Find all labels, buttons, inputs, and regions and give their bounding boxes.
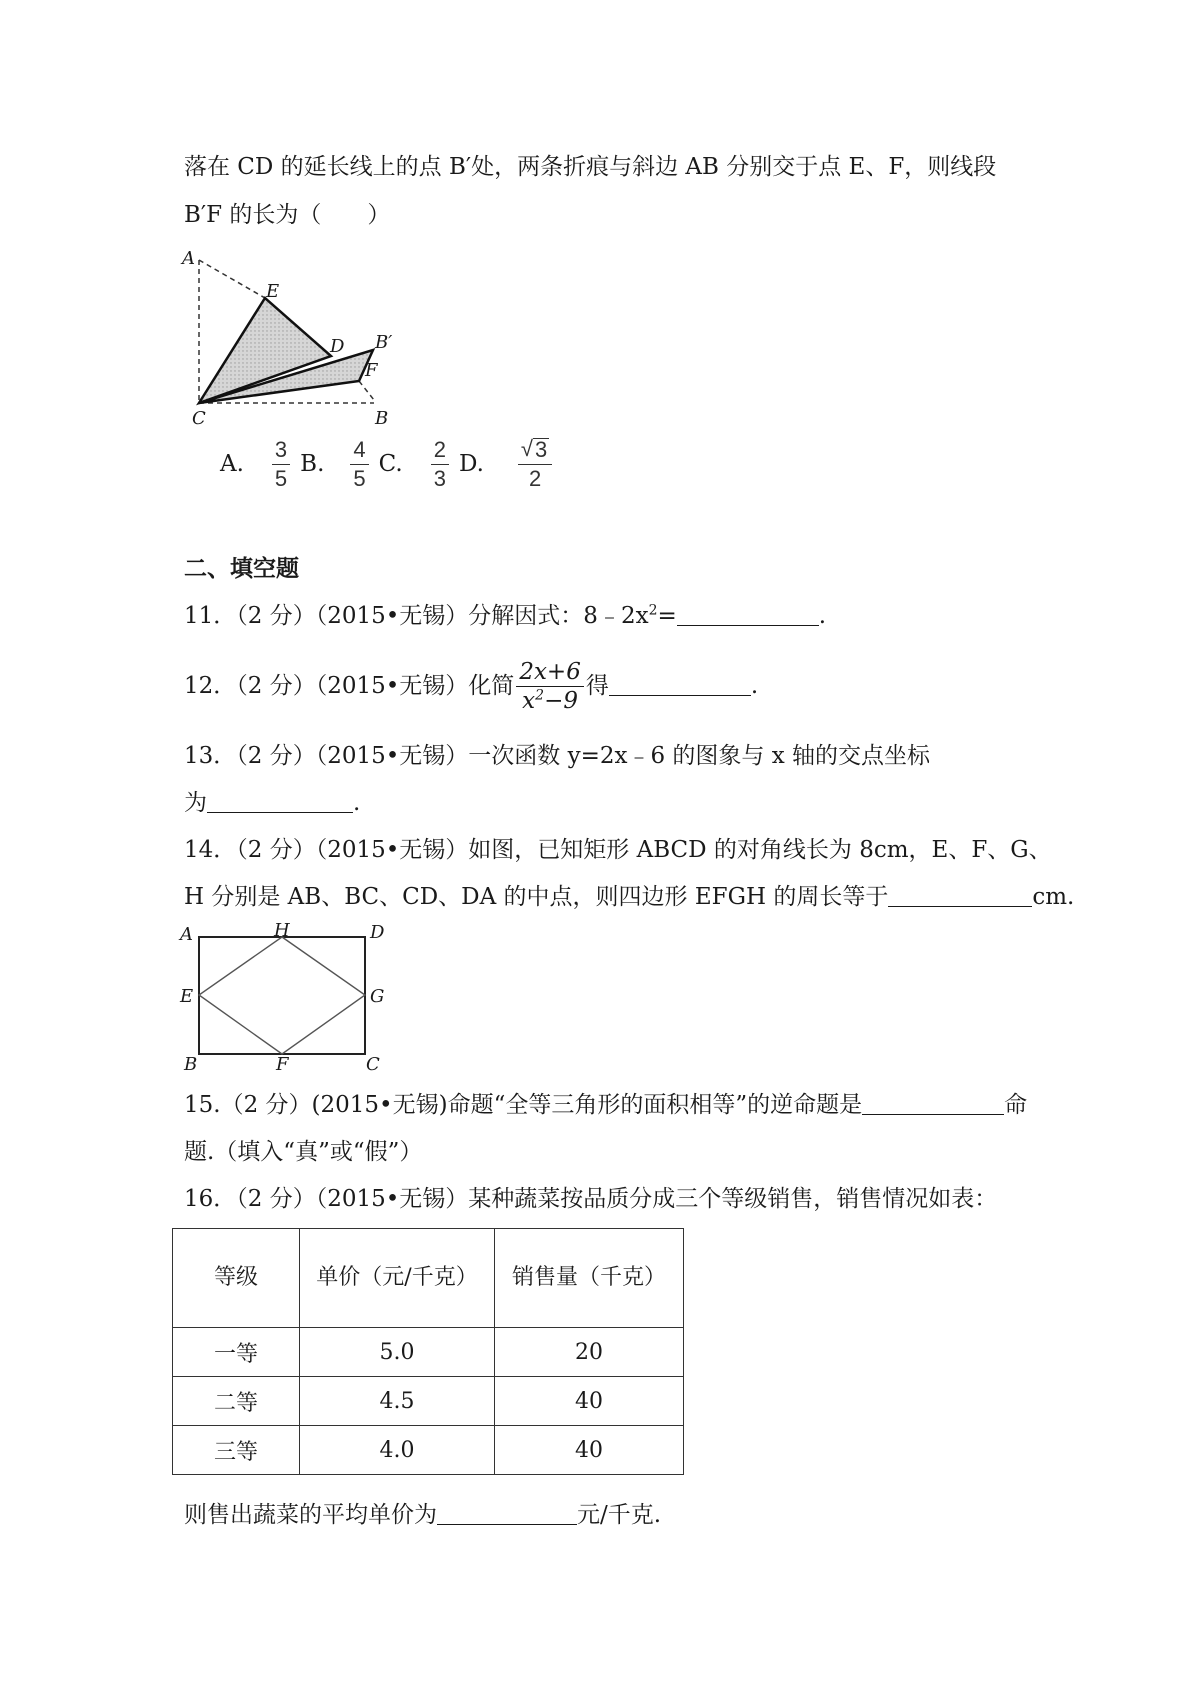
q10-figure	[178, 250, 418, 430]
fig14-label-h: H	[274, 922, 290, 941]
section-heading: 二、填空题	[184, 555, 299, 582]
table-row	[173, 1426, 684, 1475]
q11-equals: =	[657, 603, 677, 629]
option-d-fraction	[518, 438, 552, 490]
option-c-num: 2	[431, 439, 449, 465]
q12	[184, 656, 758, 720]
fig10-label-bprime: B′	[375, 332, 393, 353]
q11	[184, 601, 826, 631]
q16-answer-blank[interactable]	[437, 1502, 577, 1525]
q16-table	[172, 1228, 684, 1475]
table-header: 单价（元/千克）	[300, 1229, 495, 1328]
q11-period: .	[818, 603, 827, 629]
q13-prefix: 为	[184, 790, 207, 816]
q14-line1: 14．（2 分）（2015•无锡）如图，已知矩形 ABCD 的对角线长为 8cm，E、F、G、	[184, 837, 1052, 863]
table-header-row	[173, 1229, 684, 1328]
sqrt-sign: √	[520, 436, 533, 461]
q14-figure	[178, 922, 398, 1072]
q15-text: 15.（2 分）(2015•无锡)命题“全等三角形的面积相等”的逆命题是	[184, 1092, 863, 1118]
option-c-label: C.	[378, 451, 403, 477]
fig10-label-a: A	[182, 250, 195, 269]
q16-unit: 元/千克.	[577, 1502, 662, 1528]
fig14-label-e: E	[180, 986, 194, 1007]
option-c-fraction	[431, 436, 449, 491]
q12-den-rest: −9	[544, 688, 578, 714]
fig14-label-c: C	[366, 1054, 380, 1072]
q16-after-table	[184, 1500, 661, 1530]
q12-text: 12．（2 分）（2015•无锡）化简	[184, 673, 515, 699]
q11-text: 11．（2 分）（2015•无锡）分解因式：8﹣2x	[184, 603, 649, 629]
q12-answer-blank[interactable]	[609, 673, 751, 696]
q13-period: .	[353, 790, 361, 816]
table-cell: 二等	[173, 1377, 300, 1426]
q15-text-end: 命	[1004, 1092, 1028, 1118]
q15-line2: 题.（填入“真”或“假”）	[184, 1139, 423, 1165]
fig14-label-a: A	[180, 924, 193, 945]
q13-line1: 13．（2 分）（2015•无锡）一次函数 y=2x﹣6 的图象与 x 轴的交点坐标	[184, 743, 931, 769]
q15-answer-blank[interactable]	[862, 1092, 1004, 1115]
table-cell: 三等	[173, 1426, 300, 1475]
q12-period: .	[750, 673, 759, 699]
table-cell: 4.5	[300, 1377, 495, 1426]
q15-line1	[184, 1090, 1027, 1120]
fig10-label-e: E	[266, 281, 280, 302]
q11-exponent: 2	[648, 602, 658, 619]
option-a-den: 5	[274, 465, 288, 491]
q12-suffix: 得	[585, 673, 609, 699]
fig10-label-d: D	[330, 336, 345, 357]
fig14-label-b: B	[184, 1054, 198, 1072]
table-cell: 4.0	[300, 1426, 495, 1475]
option-c-den: 3	[433, 465, 446, 491]
table-row	[173, 1328, 684, 1377]
option-b-label: B.	[300, 451, 325, 477]
q10-line2: B′F 的长为（ ）	[184, 202, 391, 228]
q16-line1: 16．（2 分）（2015•无锡）某种蔬菜按品质分成三个等级销售，销售情况如表：	[184, 1186, 998, 1212]
q10-line1: 落在 CD 的延长线上的点 B′处，两条折痕与斜边 AB 分别交于点 E、F，则线段	[184, 154, 997, 180]
table-cell: 40	[495, 1426, 684, 1475]
fig14-label-f: F	[276, 1054, 289, 1072]
q14-text: H 分别是 AB、BC、CD、DA 的中点，则四边形 EFGH 的周长等于	[184, 884, 889, 910]
option-d-label: D.	[458, 451, 484, 477]
table-row	[173, 1377, 684, 1426]
fig14-label-g: G	[370, 986, 385, 1007]
option-a-label: A.	[220, 451, 244, 477]
option-a-fraction	[272, 436, 290, 491]
q14-line2	[184, 882, 1074, 912]
q12-fraction	[516, 661, 584, 713]
q12-numerator: 2x+6	[516, 661, 584, 687]
q10-options	[220, 438, 556, 490]
option-d-den: 2	[528, 466, 542, 491]
table-cell: 5.0	[300, 1328, 495, 1377]
option-d-radicand: 3	[535, 437, 548, 462]
q13-line2	[184, 788, 360, 818]
q14-unit: cm.	[1032, 884, 1075, 910]
q13-answer-blank[interactable]	[207, 790, 353, 813]
table-cell: 一等	[173, 1328, 300, 1377]
fig10-label-b: B	[375, 408, 389, 429]
q12-denominator	[522, 687, 578, 713]
fig14-label-d: D	[370, 922, 385, 943]
option-d-num	[518, 438, 552, 465]
option-a-num: 3	[272, 439, 290, 465]
table-cell: 20	[495, 1328, 684, 1377]
q12-den-exponent: 2	[535, 687, 545, 704]
fig10-label-f: F	[365, 360, 378, 381]
table-header: 等级	[173, 1229, 300, 1328]
table-cell: 40	[495, 1377, 684, 1426]
q16-text: 则售出蔬菜的平均单价为	[184, 1502, 437, 1528]
option-b-den: 5	[353, 465, 366, 491]
table-header: 销售量（千克）	[495, 1229, 684, 1328]
fig10-label-c: C	[192, 408, 206, 429]
q11-answer-blank[interactable]	[677, 603, 819, 626]
q14-answer-blank[interactable]	[888, 884, 1032, 907]
option-b-fraction	[350, 436, 368, 491]
option-b-num: 4	[350, 439, 368, 465]
q12-den-base: x	[522, 688, 536, 714]
